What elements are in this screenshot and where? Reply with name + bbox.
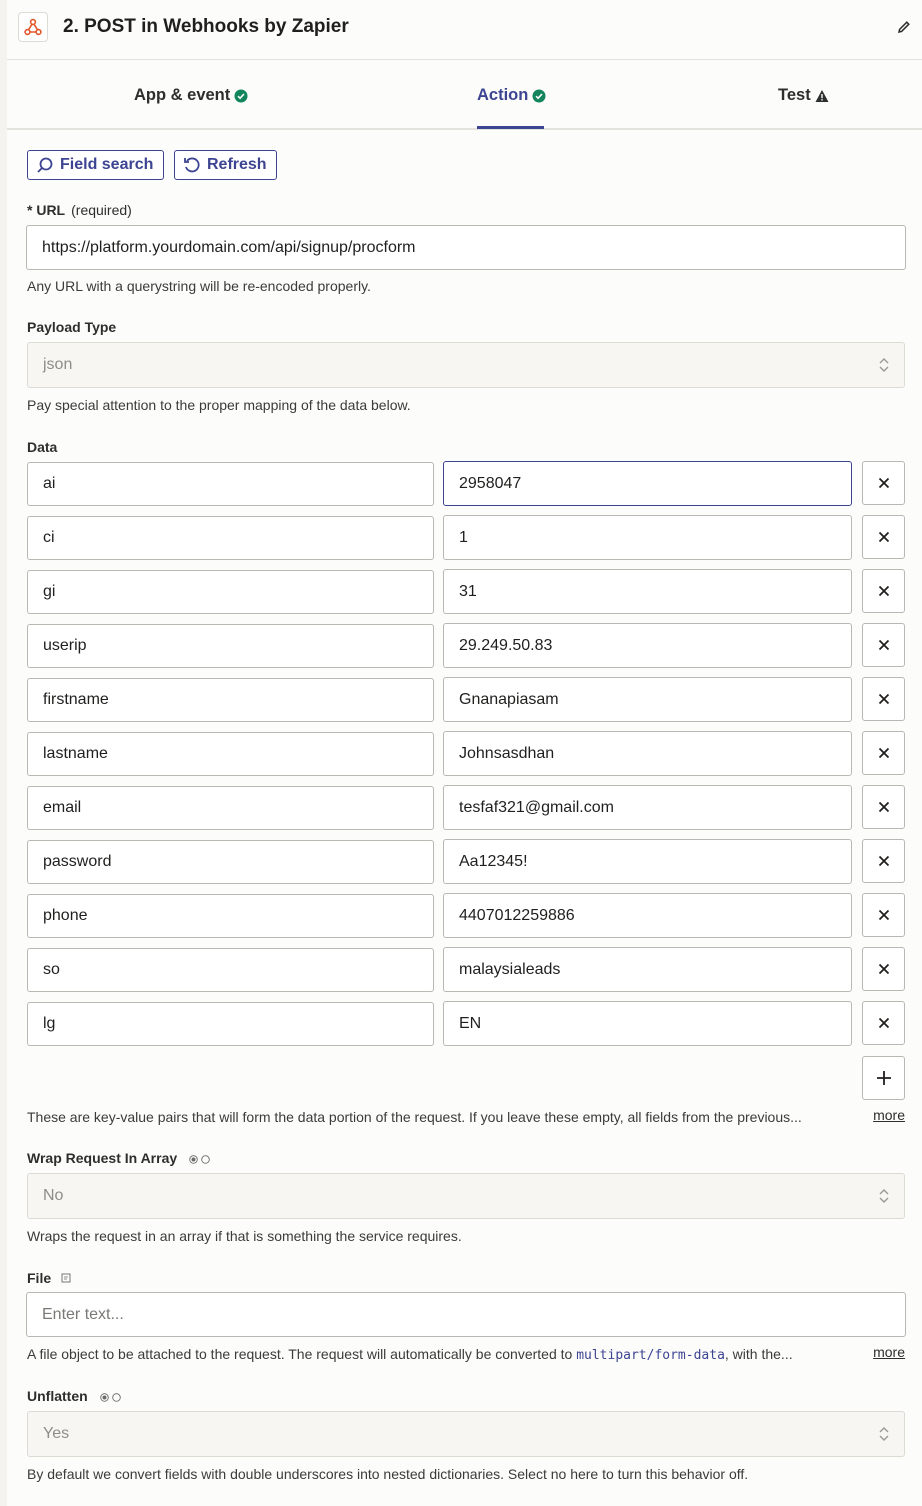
step-tabs: [7, 60, 922, 130]
data-key-value: userip: [43, 637, 87, 654]
step-editor-panel: [7, 0, 922, 1506]
data-value-input[interactable]: [443, 569, 852, 614]
field-search-button[interactable]: [27, 150, 164, 180]
tab-app-event[interactable]: [134, 86, 248, 105]
step-title: 2. POST in Webhooks by Zapier: [63, 16, 349, 37]
file-more-link[interactable]: more: [873, 1344, 905, 1360]
remove-row-button[interactable]: [862, 569, 905, 613]
file-placeholder: Enter text...: [42, 1305, 124, 1323]
text-field-icon: [61, 1273, 71, 1283]
active-tab-indicator: [477, 126, 544, 129]
data-key-input[interactable]: [27, 786, 434, 830]
data-value-input[interactable]: [443, 515, 852, 560]
data-value-text: Aa12345!: [459, 852, 528, 870]
data-value-input[interactable]: [443, 839, 852, 884]
data-key-input[interactable]: [27, 462, 434, 506]
wrap-request-help-text: Wraps the request in an array if that is something the service requires.: [27, 1228, 462, 1244]
step-header: [7, 0, 922, 60]
file-help-post: , with the...: [724, 1346, 793, 1362]
file-label-text: File: [27, 1270, 52, 1286]
data-key-value: gi: [43, 583, 56, 600]
data-value-input[interactable]: [443, 785, 852, 830]
url-input[interactable]: [26, 225, 906, 270]
check-circle-icon: [532, 89, 546, 103]
data-help-text: These are key-value pairs that will form the data portion of the request. If you leave these empty, all fields from the previous...: [27, 1109, 802, 1125]
close-icon: [878, 963, 890, 975]
file-label: [27, 1270, 71, 1286]
close-icon: [878, 639, 890, 651]
data-key-input[interactable]: [27, 1002, 434, 1046]
refresh-icon: [183, 156, 201, 174]
data-key-input[interactable]: [27, 516, 434, 560]
data-key-input[interactable]: [27, 840, 434, 884]
check-circle-icon: [234, 89, 248, 103]
file-input[interactable]: [26, 1292, 906, 1337]
data-value-text: malaysialeads: [459, 960, 561, 978]
radio-options-icon: [100, 1393, 121, 1402]
field-search-label: Field search: [60, 156, 154, 173]
data-value-text: Gnanapiasam: [459, 690, 559, 708]
data-value-text: 1: [459, 528, 468, 546]
data-key-input[interactable]: [27, 570, 434, 614]
data-value-input[interactable]: [443, 623, 852, 668]
unflatten-select[interactable]: [27, 1411, 905, 1457]
pencil-icon[interactable]: [896, 19, 912, 35]
data-label: Data: [27, 439, 58, 455]
close-icon: [878, 693, 890, 705]
close-icon: [878, 585, 890, 597]
data-key-value: phone: [43, 907, 88, 924]
wrap-request-value: No: [43, 1187, 64, 1204]
radio-options-icon: [189, 1155, 210, 1164]
payload-type-value: json: [43, 356, 73, 373]
file-help-text: [27, 1346, 793, 1363]
data-value-input[interactable]: [443, 1001, 852, 1046]
url-label: [27, 202, 132, 218]
plus-icon: [876, 1070, 892, 1086]
remove-row-button[interactable]: [862, 785, 905, 829]
data-key-value: ci: [43, 529, 55, 546]
data-value-text: tesfaf321@gmail.com: [459, 798, 614, 816]
close-icon: [878, 1017, 890, 1029]
unflatten-help-text: By default we convert fields with double underscores into nested dictionaries. Select no here to turn this behavior off.: [27, 1466, 749, 1482]
data-key-value: lastname: [43, 745, 108, 762]
select-chevron-icon: [878, 356, 890, 374]
tab-label: Action: [477, 86, 529, 104]
data-key-input[interactable]: [27, 894, 434, 938]
data-value-input[interactable]: [443, 677, 852, 722]
required-marker: (required): [71, 202, 132, 218]
unflatten-label: [27, 1388, 121, 1404]
remove-row-button[interactable]: [862, 893, 905, 937]
select-chevron-icon: [878, 1425, 890, 1443]
remove-row-button[interactable]: [862, 1001, 905, 1045]
close-icon: [878, 801, 890, 813]
unflatten-value: Yes: [43, 1425, 70, 1442]
close-icon: [878, 747, 890, 759]
close-icon: [878, 909, 890, 921]
data-key-value: email: [43, 799, 82, 816]
url-value: https://platform.yourdomain.com/api/signup/procform: [42, 238, 416, 256]
remove-row-button[interactable]: [862, 461, 905, 505]
close-icon: [878, 855, 890, 867]
unflatten-label-text: Unflatten: [27, 1388, 88, 1404]
remove-row-button[interactable]: [862, 515, 905, 559]
url-label-text: * URL: [27, 202, 66, 218]
data-key-input[interactable]: [27, 948, 434, 992]
close-icon: [878, 477, 890, 489]
tab-test[interactable]: [778, 86, 829, 105]
data-value-input[interactable]: [443, 461, 852, 506]
payload-type-select[interactable]: [27, 342, 905, 388]
data-value-input[interactable]: [443, 731, 852, 776]
close-icon: [878, 531, 890, 543]
data-value-text: 29.249.50.83: [459, 636, 553, 654]
remove-row-button[interactable]: [862, 839, 905, 883]
tab-action[interactable]: [477, 86, 546, 105]
file-help-pre: A file object to be attached to the request. The request will automatically be converted to: [27, 1346, 577, 1362]
data-key-input[interactable]: [27, 732, 434, 776]
tab-label: Test: [778, 86, 811, 104]
data-value-text: 4407012259886: [459, 906, 575, 924]
data-value-text: 31: [459, 582, 477, 600]
file-help-code: multipart/form-data: [576, 1348, 725, 1363]
wrap-request-label-text: Wrap Request In Array: [27, 1150, 178, 1166]
url-help-text: Any URL with a querystring will be re-encoded properly.: [27, 278, 371, 294]
data-key-input[interactable]: [27, 678, 434, 722]
payload-type-help-text: Pay special attention to the proper mapping of the data below.: [27, 397, 411, 413]
add-row-button[interactable]: [862, 1056, 905, 1100]
data-value-text: 2958047: [459, 474, 522, 492]
data-key-value: password: [43, 853, 112, 870]
search-icon: [36, 156, 54, 174]
data-key-value: lg: [43, 1015, 56, 1032]
data-key-value: firstname: [43, 691, 109, 708]
data-key-value: so: [43, 961, 60, 978]
remove-row-button[interactable]: [862, 731, 905, 775]
select-chevron-icon: [878, 1187, 890, 1205]
data-more-link[interactable]: more: [873, 1107, 905, 1123]
data-key-value: ai: [43, 475, 56, 492]
data-key-input[interactable]: [27, 624, 434, 668]
data-value-text: EN: [459, 1014, 482, 1032]
refresh-button[interactable]: [174, 150, 277, 180]
webhook-icon: [18, 12, 48, 42]
wrap-request-select[interactable]: [27, 1173, 905, 1219]
wrap-request-label: [27, 1150, 210, 1166]
tab-label: App & event: [134, 86, 231, 104]
data-value-input[interactable]: [443, 947, 852, 992]
payload-type-label: Payload Type: [27, 319, 117, 335]
remove-row-button[interactable]: [862, 947, 905, 991]
refresh-label: Refresh: [207, 156, 267, 173]
remove-row-button[interactable]: [862, 677, 905, 721]
remove-row-button[interactable]: [862, 623, 905, 667]
data-value-input[interactable]: [443, 893, 852, 938]
warning-icon: [815, 89, 829, 103]
data-value-text: Johnsasdhan: [459, 744, 555, 762]
